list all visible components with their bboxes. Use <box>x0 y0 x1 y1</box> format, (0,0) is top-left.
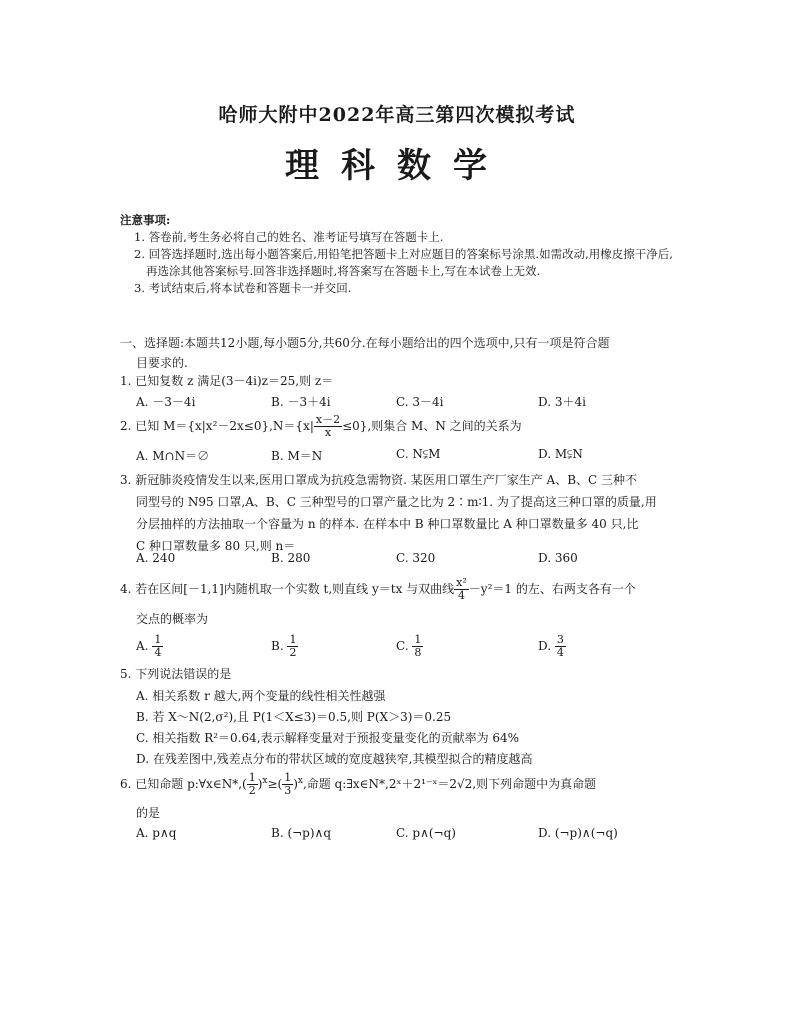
option-b: B. －3＋4i <box>271 395 331 409</box>
fraction-numerator: x－2 <box>315 413 341 426</box>
option-c: C. p∧(¬q) <box>396 826 456 840</box>
option-c: C. 相关指数 R²＝0.64,表示解释变量对于预报变量变化的贡献率为 64% <box>136 731 520 745</box>
q6-stem-a: 6. 已知命题 p:∀x∈N*, <box>120 777 243 791</box>
option-c <box>396 634 423 659</box>
fraction <box>152 634 163 659</box>
option-b: B. (¬p)∧q <box>271 826 332 840</box>
question-4-stem <box>120 577 680 602</box>
q2-stem-b: ≤0},则集合 M、N 之间的关系为 <box>342 419 522 433</box>
question-6-stem <box>120 772 690 797</box>
option-a: A. 240 <box>136 551 176 565</box>
exponent: x <box>262 776 268 786</box>
q4-stem-a: 4. 若在区间[－1,1]内随机取一个实数 t,则直线 y＝tx 与双曲线 <box>120 582 455 596</box>
fraction-numerator: 3 <box>556 633 564 646</box>
question-3-stem <box>120 469 680 557</box>
option-d: D. M⫋N <box>538 447 583 461</box>
option-d: D. (¬p)∧(¬q) <box>538 826 618 840</box>
option-b: B. 280 <box>271 551 311 565</box>
notice-item: 3. 考试结束后,将本试卷和答题卡一并交回. <box>134 281 352 295</box>
option-b <box>271 634 298 659</box>
option-d <box>538 634 566 659</box>
paren-open: ( <box>277 777 283 791</box>
fraction-denominator: 3 <box>284 784 292 797</box>
section-title: 一、选择题:本题共12小题,每小题5分,共60分.在每小题给出的四个选项中,只有一项是符合题 <box>120 336 610 350</box>
fraction-numerator: 1 <box>414 633 422 646</box>
fraction <box>287 634 298 659</box>
option-label: A. <box>136 639 149 653</box>
option-c: C. 320 <box>396 551 436 565</box>
exponent: x <box>297 776 303 786</box>
question-6-stem-cont: 的是 <box>136 806 161 820</box>
question-5-stem: 5. 下列说法错误的是 <box>120 667 232 681</box>
fraction <box>282 772 293 797</box>
fraction-numerator: 1 <box>248 771 256 784</box>
option-c: C. N⫋M <box>396 447 441 461</box>
q3-line: 同型号的 N95 口罩,A、B、C 三种型号的口罩产量之比为 2∶m∶1. 为了提高这三种口罩的质量,用 <box>136 495 657 509</box>
fraction-numerator: x² <box>456 576 467 589</box>
option-d: D. 3＋4i <box>538 395 586 409</box>
option-a: A. －3－4i <box>136 395 196 409</box>
option-b: B. M＝N <box>271 449 323 463</box>
question-2-stem <box>120 414 680 439</box>
option-b: B. 若 X～N(2,σ²),且 P(1＜X≤3)＝0.5,则 P(X＞3)＝0.25 <box>136 710 452 724</box>
option-a: A. 相关系数 r 越大,两个变量的线性相关性越强 <box>136 689 386 703</box>
notice-title: 注意事项: <box>120 213 171 227</box>
subject-title: 理科数学 <box>285 146 509 186</box>
fraction <box>314 414 342 439</box>
fraction-denominator: 4 <box>556 646 564 659</box>
fraction-denominator: 4 <box>457 589 465 602</box>
question-4-options <box>136 634 656 666</box>
q4-stem-b: －y²＝1 的左、右两支各有一个 <box>468 582 636 596</box>
notice-section <box>120 212 680 297</box>
geq-sign: ≥ <box>267 777 278 791</box>
question-6-options <box>136 826 656 846</box>
hyperbola-fraction <box>454 577 469 602</box>
paren-close: ) <box>257 777 263 791</box>
fraction-denominator: x <box>324 426 332 439</box>
option-a <box>136 634 163 659</box>
fraction <box>247 772 258 797</box>
section-heading <box>120 333 680 373</box>
notice-item: 2. 回答选择题时,选出每小题答案后,用铅笔把答题卡上对应题目的答案标号涂黑.如需改动,用橡皮擦干净后,再选涂其他答案标号.回答非选择题时,将答案写在答题卡上,写在本试卷上无效. <box>134 247 673 278</box>
option-a: A. M∩N＝∅ <box>136 449 210 463</box>
q3-line: C 种口罩数量多 80 只,则 n＝ <box>136 539 296 553</box>
fraction-denominator: 2 <box>289 646 297 659</box>
option-d: D. 在残差图中,残差点分布的带状区域的宽度越狭窄,其模型拟合的精度越高 <box>136 752 533 766</box>
question-5-options <box>136 686 676 770</box>
exam-title: 哈师大附中2022年高三第四次模拟考试 <box>218 104 576 126</box>
q2-stem-a: 2. 已知 M＝{x|x²－2x≤0},N＝{x| <box>120 419 314 433</box>
option-label: D. <box>538 639 552 653</box>
fraction-numerator: 1 <box>154 633 162 646</box>
paren-open: ( <box>242 777 247 791</box>
option-a: A. p∧q <box>136 826 177 840</box>
option-label: B. <box>271 639 284 653</box>
question-4-stem-cont: 交点的概率为 <box>136 612 209 626</box>
paren-close: ) <box>293 777 298 791</box>
fraction <box>555 634 566 659</box>
option-label: C. <box>396 639 409 653</box>
option-c: C. 3－4i <box>396 395 444 409</box>
option-d: D. 360 <box>538 551 578 565</box>
question-1-options <box>136 393 656 413</box>
q3-line: 3. 新冠肺炎疫情发生以来,医用口罩成为抗疫急需物资. 某医用口罩生产厂家生产 A、B、C 三种不 <box>120 473 638 487</box>
section-title-cont: 目要求的. <box>136 356 188 370</box>
question-3-options <box>136 551 656 571</box>
notice-item: 1. 答卷前,考生务必将自己的姓名、准考证号填写在答题卡上. <box>134 230 444 244</box>
fraction-denominator: 8 <box>414 646 422 659</box>
fraction <box>412 634 423 659</box>
fraction-denominator: 2 <box>248 784 256 797</box>
question-2-options <box>136 447 656 467</box>
fraction-denominator: 4 <box>154 646 162 659</box>
fraction-numerator: 1 <box>289 633 297 646</box>
question-1-stem: 1. 已知复数 z 满足(3－4i)z＝25,则 z＝ <box>120 374 334 388</box>
fraction-numerator: 1 <box>284 771 292 784</box>
q6-stem-b: ,命题 q:∃x∈N*,2ˣ＋2¹⁻ˣ＝2√2,则下列命题中为真命题 <box>302 777 597 791</box>
q3-line: 分层抽样的方法抽取一个容量为 n 的样本. 在样本中 B 种口罩数量比 A 种口罩数量多 40 只,比 <box>136 517 639 531</box>
